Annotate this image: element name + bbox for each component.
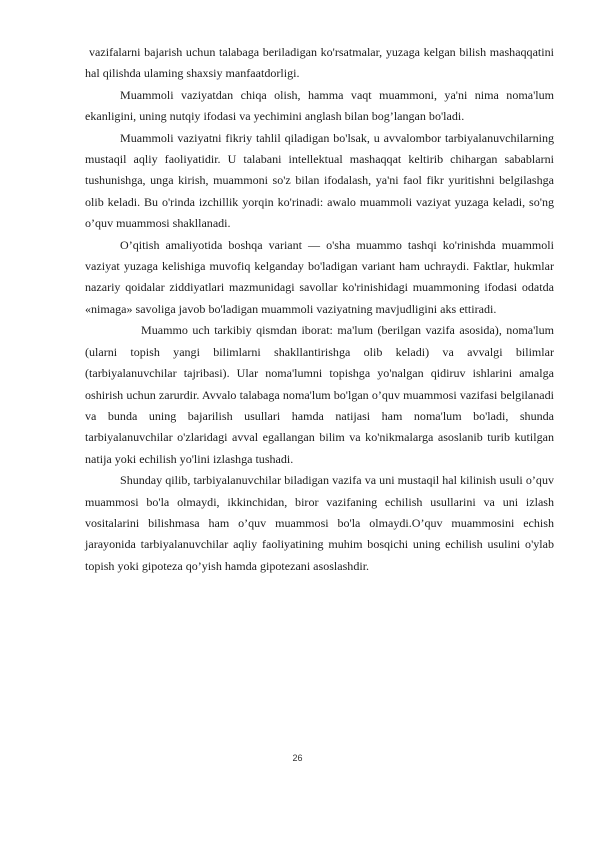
paragraph-4: O’qitish amaliyotida boshqa variant — o'sha muammo tashqi ko'rinishda muammoli vaziyat yuzaga kelishiga muvofiq kelganday bo'ladigan variant ham uchraydi. Faktlar, hukmlar nazariy qoidalar ziddiyatlari mazmunidagi savollar ko'rinishidagi muammoning ifodasi odatda «nimaga» savoliga javob bo'ladigan muammoli vaziyatning mavjudligini aks ettiradi. [85, 237, 554, 316]
page-number: 26 [292, 753, 303, 763]
document-body [85, 42, 554, 577]
paragraph-5: Muammo uch tarkibiy qismdan iborat: ma'lum (berilgan vazifa asosida), noma'lum (ularni topish yangi bilimlarni shakllantirishga olib keladi) va avvalgi bilimlar (tarbiyalanuvchilar tajribasi). Ular noma'lumni topishga yo'nalgan qidiruv ishlarini amalga oshirish uchun zarurdir. Avvalo talabaga noma'lum bo'lgan o’quv muammosi vazifasi belgilanadi va bunda uning bajarilish usullari hamda natijasi ham noma'lum bo'ladi, shunda tarbiyalanuvchilar o'zlaridagi avval egallangan bilim va ko'nikmalarga asoslanib turib kutilgan natija yoki echilish yo'lini izlashga tushadi. [85, 323, 554, 466]
paragraph-3: Muammoli vaziyatni fikriy tahlil qiladigan bo'lsak, u avvalombor tarbiyalanuvchilarning mustaqil aqliy faoliyatidir. U talabani intellektual mashaqqat keltirib chihargan sabablarni tushunishga, unga kirish, muammoni so'z bilan ifodalash, ya'ni faol fikr yuritishni belgilashga olib keladi. Bu o'rinda izchillik yorqin ko'rinadi: awalo muammoli vaziyat yuzaga keladi, so'ng o’quv muammosi shakllanadi. [85, 130, 554, 231]
paragraph-2: Muammoli vaziyatdan chiqa olish, hamma vaqt muammoni, ya'ni nima noma'lum ekanligini, uning nutqiy ifodasi va yechimini anglash bilan bog’langan bo'ladi. [85, 87, 554, 124]
paragraph-1: vazifalarni bajarish uchun talabaga beriladigan ko'rsatmalar, yuzaga kelgan bilish mashaqqatini hal qilishda ulaming shaxsiy manfaatdorligi. [85, 45, 554, 81]
paragraph-6: Shunday qilib, tarbiyalanuvchilar biladigan vazifa va uni mustaqil hal kilinish usuli o’quv muammosi bo'la olmaydi, ikkinchidan, biror vazifaning echilish usullarini va uni izlash vositalarini bilishmasa ham o’quv muammosi bo'la olmaydi.O’quv muammosini echish jarayonida tarbiyalanuvchilar aqliy faoliyatining muhim bosqichi uning echilish usulini o'ylab topish yoki gipoteza qo’yish hamda gipotezani asoslashdir. [85, 473, 554, 573]
